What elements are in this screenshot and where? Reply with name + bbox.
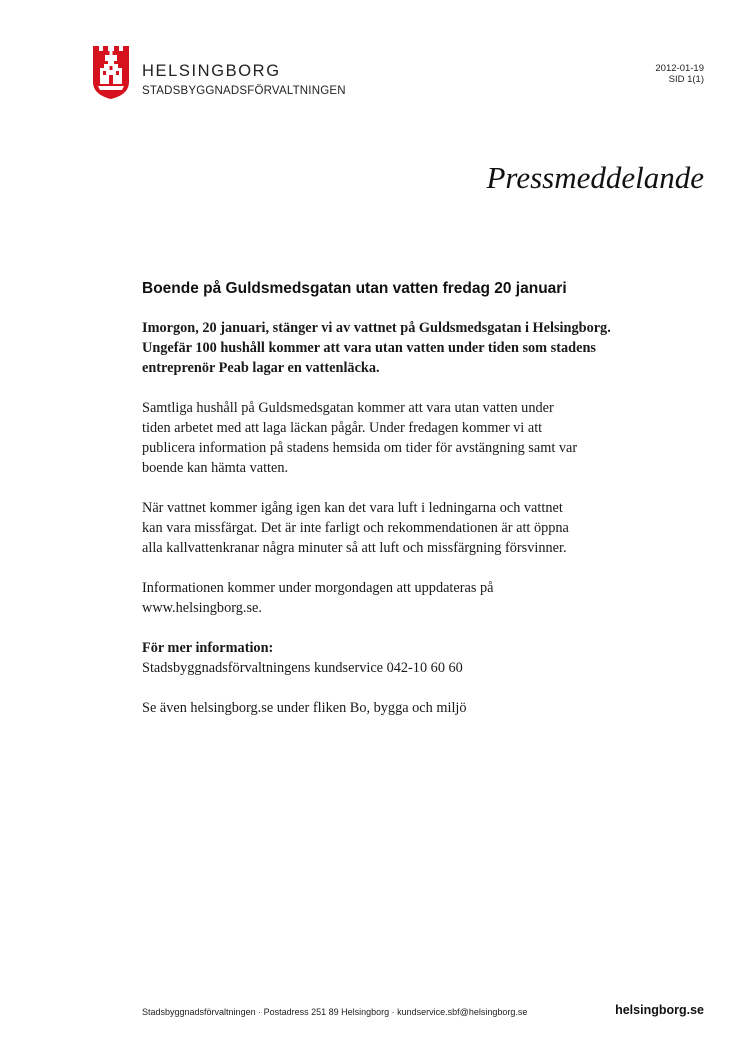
- org-department: STADSBYGGNADSFÖRVALTNINGEN: [142, 85, 346, 97]
- contact-line: Stadsbyggnadsförvaltningens kundservice 042-10 60 60: [142, 660, 463, 676]
- paragraph-line: kan vara missfärgat. Det är inte farligt och rekommendationen är att öppna: [142, 520, 569, 536]
- paragraph-line: När vattnet kommer igång igen kan det vara luft i ledningarna och vattnet: [142, 500, 563, 516]
- paragraph-line: entreprenör Peab lagar en vattenläcka.: [142, 360, 380, 376]
- contact-heading: För mer information:: [142, 640, 274, 656]
- paragraph-line: www.helsingborg.se.: [142, 600, 262, 616]
- document-meta: [655, 63, 704, 85]
- body-paragraph: [142, 398, 622, 478]
- see-also: [142, 698, 622, 718]
- paragraph-line: publicera information på stadens hemsida om tider för avstängning samt var: [142, 440, 578, 456]
- press-headline: Boende på Guldsmedsgatan utan vatten fredag 20 januari: [142, 280, 567, 297]
- document-type-title: Pressmeddelande: [486, 160, 704, 195]
- contact-block: [142, 638, 622, 678]
- footer-brand: helsingborg.se: [615, 1003, 704, 1017]
- org-name: HELSINGBORG: [142, 62, 281, 80]
- paragraph-line: boende kan hämta vatten.: [142, 460, 289, 476]
- press-body: [142, 318, 622, 738]
- paragraph-line: Samtliga hushåll på Guldsmedsgatan kommer att vara utan vatten under: [142, 400, 554, 416]
- paragraph-line: Imorgon, 20 januari, stänger vi av vattnet på Guldsmedsgatan i Helsingborg.: [142, 320, 611, 336]
- see-also-line: Se även helsingborg.se under fliken Bo, bygga och miljö: [142, 700, 467, 716]
- paragraph-line: alla kallvattenkranar några minuter så att luft och missfärgning försvinner.: [142, 540, 567, 556]
- lead-paragraph: [142, 318, 622, 378]
- footer-address: Stadsbyggnadsförvaltningen · Postadress 251 89 Helsingborg · kundservice.sbf@helsingborg.se: [142, 1007, 528, 1017]
- body-paragraph: [142, 498, 622, 558]
- body-paragraph: [142, 578, 622, 618]
- paragraph-line: Ungefär 100 hushåll kommer att vara utan vatten under tiden som stadens: [142, 340, 596, 356]
- page-number: SID 1(1): [668, 74, 704, 85]
- helsingborg-coat-of-arms-icon: [92, 44, 130, 100]
- paragraph-line: tiden arbetet med att laga läckan pågår. Under fredagen kommer vi att: [142, 420, 543, 436]
- document-date: 2012-01-19: [655, 63, 704, 74]
- paragraph-line: Informationen kommer under morgondagen att uppdateras på: [142, 580, 494, 596]
